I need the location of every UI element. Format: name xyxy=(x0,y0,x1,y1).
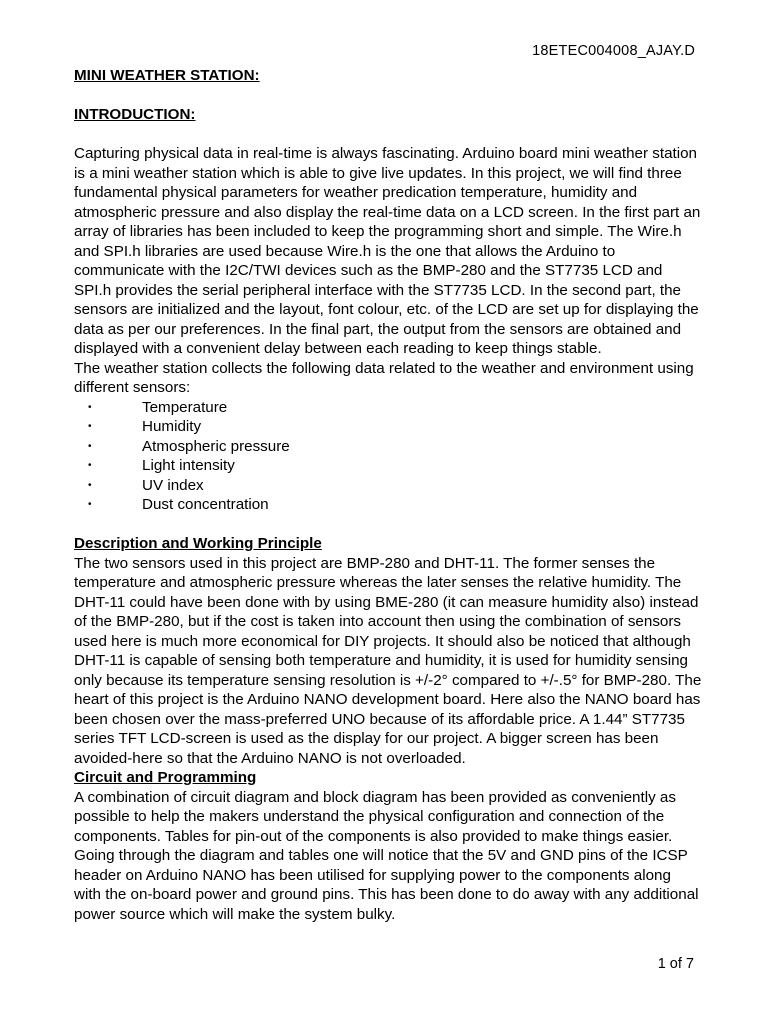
bullet-icon: • xyxy=(88,421,92,432)
list-item-label: Dust concentration xyxy=(142,496,269,513)
list-item xyxy=(74,495,702,515)
page-indicator: 1 of 7 xyxy=(657,956,694,972)
list-item xyxy=(74,476,702,496)
introduction-heading: INTRODUCTION: xyxy=(74,106,196,123)
list-item-label: UV index xyxy=(142,476,204,494)
document-title: MINI WEATHER STATION: xyxy=(74,67,260,84)
student-id: 18ETEC004008_AJAY.D xyxy=(532,43,695,59)
list-item-label: Atmospheric pressure xyxy=(142,437,290,455)
introduction-paragraph: Capturing physical data in real-time is always fascinating. Arduino board mini weather station is a mini weather station which is able to give live updates. In this project, we will find three fundamental physical parameters for weather predication temperature, humidity and atmospheric pressure and also display the real-time data on a LCD screen. In the first part an array of libraries has been included to keep the programming short and simple. The Wire.h and SPI.h libraries are used because Wire.h is the one that allows the Arduino to communicate with the I2C/TWI devices such as the BMP-280 and the ST7735 LCD and SPI.h provides the serial peripheral interface with the ST7735 LCD. In the second part, the sensors are initialized and the layout, font colour, etc. of the LCD are set up for displaying the data as per our preferences. In the final part, the output from the sensors are obtained and displayed with a convenient delay between each reading to keep things stable. xyxy=(74,145,701,357)
description-heading: Description and Working Principle xyxy=(74,535,322,552)
bullet-icon: • xyxy=(88,499,92,510)
data-items-list xyxy=(74,398,702,515)
list-item-label: Light intensity xyxy=(142,457,235,474)
spacer xyxy=(74,86,702,106)
list-item xyxy=(74,417,702,437)
bullet-icon: • xyxy=(88,460,92,471)
list-item xyxy=(74,456,702,476)
description-paragraph: The two sensors used in this project are BMP-280 and DHT-11. The former senses the temperature and atmospheric pressure whereas the later senses the relative humidity. The DHT-11 could have been done with by using BME-280 (it can measure humidity also) instead of the BMP-280, but if the cost is taken into account then using the combination of sensors used here is much more economical for DIY projects. It should also be noticed that although DHT-11 is capable of sensing both temperature and humidity, it is used for humidity sensing only because its temperature sensing resolution is +/-2° compared to +/-.5° for BMP-280. The heart of this project is the Arduino NANO development board. Here also the NANO board has been chosen over the mass-preferred UNO because of its affordable price. A 1.44” ST7735 series TFT LCD-screen is used as the display for our project. A bigger screen has been avoided-here so that the Arduino NANO is not overloaded. xyxy=(74,554,702,767)
list-item-label: Humidity xyxy=(142,418,202,435)
bullet-icon: • xyxy=(88,479,92,491)
spacer xyxy=(74,515,702,535)
bullet-icon: • xyxy=(88,401,92,413)
spacer xyxy=(74,125,702,145)
list-item xyxy=(74,437,702,457)
bullet-icon: • xyxy=(88,440,92,452)
circuit-paragraph: A combination of circuit diagram and block diagram has been provided as conveniently as possible to help the makers understand the physical configuration and connection of the components. Tables for pin-out of the components is also provided to make things easier. Going through the diagram and tables one will notice that the 5V and GND pins of the ICSP header on Arduino NANO has been utilised for supplying power to the components along with the on-board power and ground pins. This has been done to do away with any additional power source which will make the system bulky. xyxy=(74,788,699,923)
document-body xyxy=(74,66,702,924)
collects-paragraph: The weather station collects the following data related to the weather and environment using different sensors: xyxy=(74,359,694,396)
list-item xyxy=(74,398,702,418)
circuit-heading: Circuit and Programming xyxy=(74,769,257,786)
list-item-label: Temperature xyxy=(142,398,228,416)
